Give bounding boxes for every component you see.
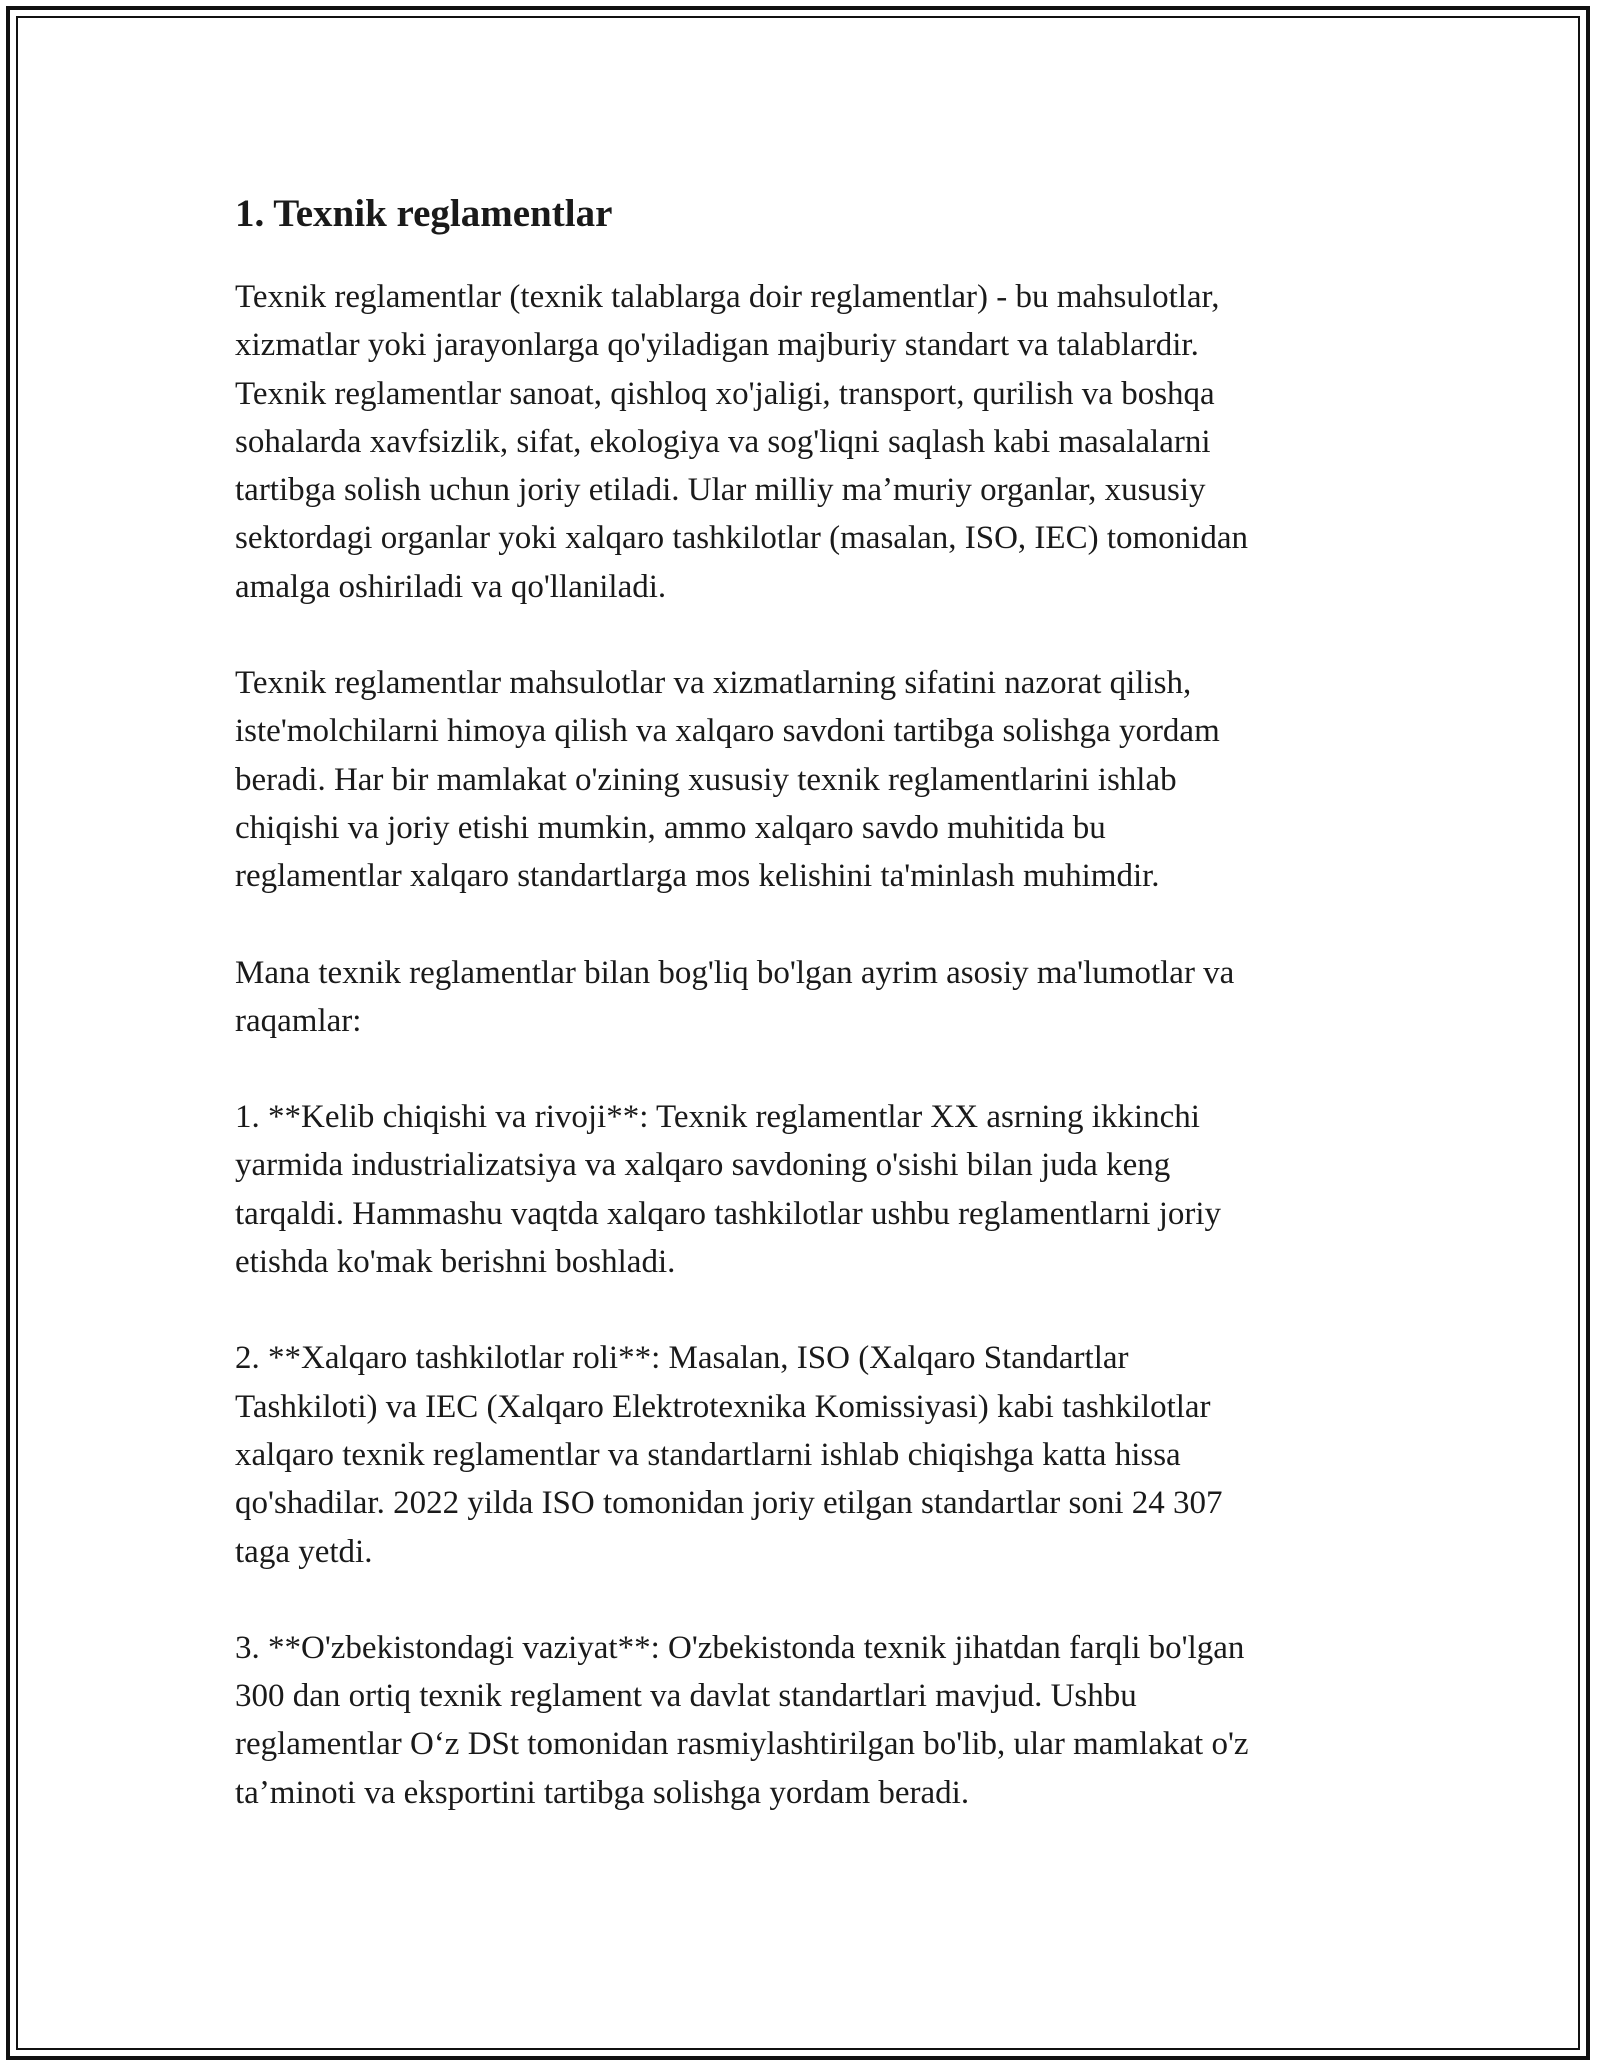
paragraph-purpose: Texnik reglamentlar mahsulotlar va xizmatlarning sifatini nazorat qilish, iste'molchilarni himoya qilish va xalqaro savdoni tartibga solishga yordam beradi. Har bir mamlakat o'zining xususiy texnik reglamentlarini ishlab chiqishi va joriy etishi mumkin, ammo xalqaro savdo muhitida bu reglamentlar xalqaro standartlarga mos kelishini ta'minlash muhimdir.	[235, 665, 1220, 895]
paragraph-definition: Texnik reglamentlar (texnik talablarga doir reglamentlar) - bu mahsulotlar, xizmatlar yoki jarayonlarga qo'yiladigan majburiy standart va talablardir. Texnik reglamentlar sanoat, qishloq xo'jaligi, transport, qurilish va boshqa sohalarda xavfsizlik, sifat, ekologiya va sog'liqni saqlash kabi masalalarni tartibga solish uchun joriy etiladi. Ular milliy maʼmuriy organlar, xususiy sektordagi organlar yoki xalqaro tashkilotlar (masalan, ISO, IEC) tomonidan amalga oshiriladi va qo'llaniladi.	[235, 279, 1248, 605]
list-item-uzbekistan: 3. **O'zbekistondagi vaziyat**: O'zbekistonda texnik jihatdan farqli bo'lgan 300 dan ortiq texnik reglament va davlat standartlari mavjud. Ushbu reglamentlar Oʻz DSt tomonidan rasmiylashtirilgan bo'lib, ular mamlakat o'z taʼminoti va eksportini tartibga solishga yordam beradi.	[235, 1629, 1249, 1811]
list-item-origin: 1. **Kelib chiqishi va rivoji**: Texnik reglamentlar XX asrning ikkinchi yarmida industrializatsiya va xalqaro savdoning o'sishi bilan juda keng tarqaldi. Hammashu vaqtda xalqaro tashkilotlar ushbu reglamentlarni joriy etishda ko'mak berishni boshladi.	[235, 1099, 1222, 1281]
paragraph-intro-list: Mana texnik reglamentlar bilan bog'liq bo'lgan ayrim asosiy ma'lumotlar va raqamlar:	[235, 954, 1235, 1039]
document-body	[235, 185, 1375, 1865]
section-heading: 1. Texnik reglamentlar	[235, 192, 613, 235]
list-item-international-orgs: 2. **Xalqaro tashkilotlar roli**: Masalan, ISO (Xalqaro Standartlar Tashkiloti) va IEC (Xalqaro Elektrotexnika Komissiyasi) kabi tashkilotlar xalqaro texnik reglamentlar va standartlarni ishlab chiqishga katta hissa qo'shadilar. 2022 yilda ISO tomonidan joriy etilgan standartlar soni 24 307 taga yetdi.	[235, 1340, 1223, 1570]
